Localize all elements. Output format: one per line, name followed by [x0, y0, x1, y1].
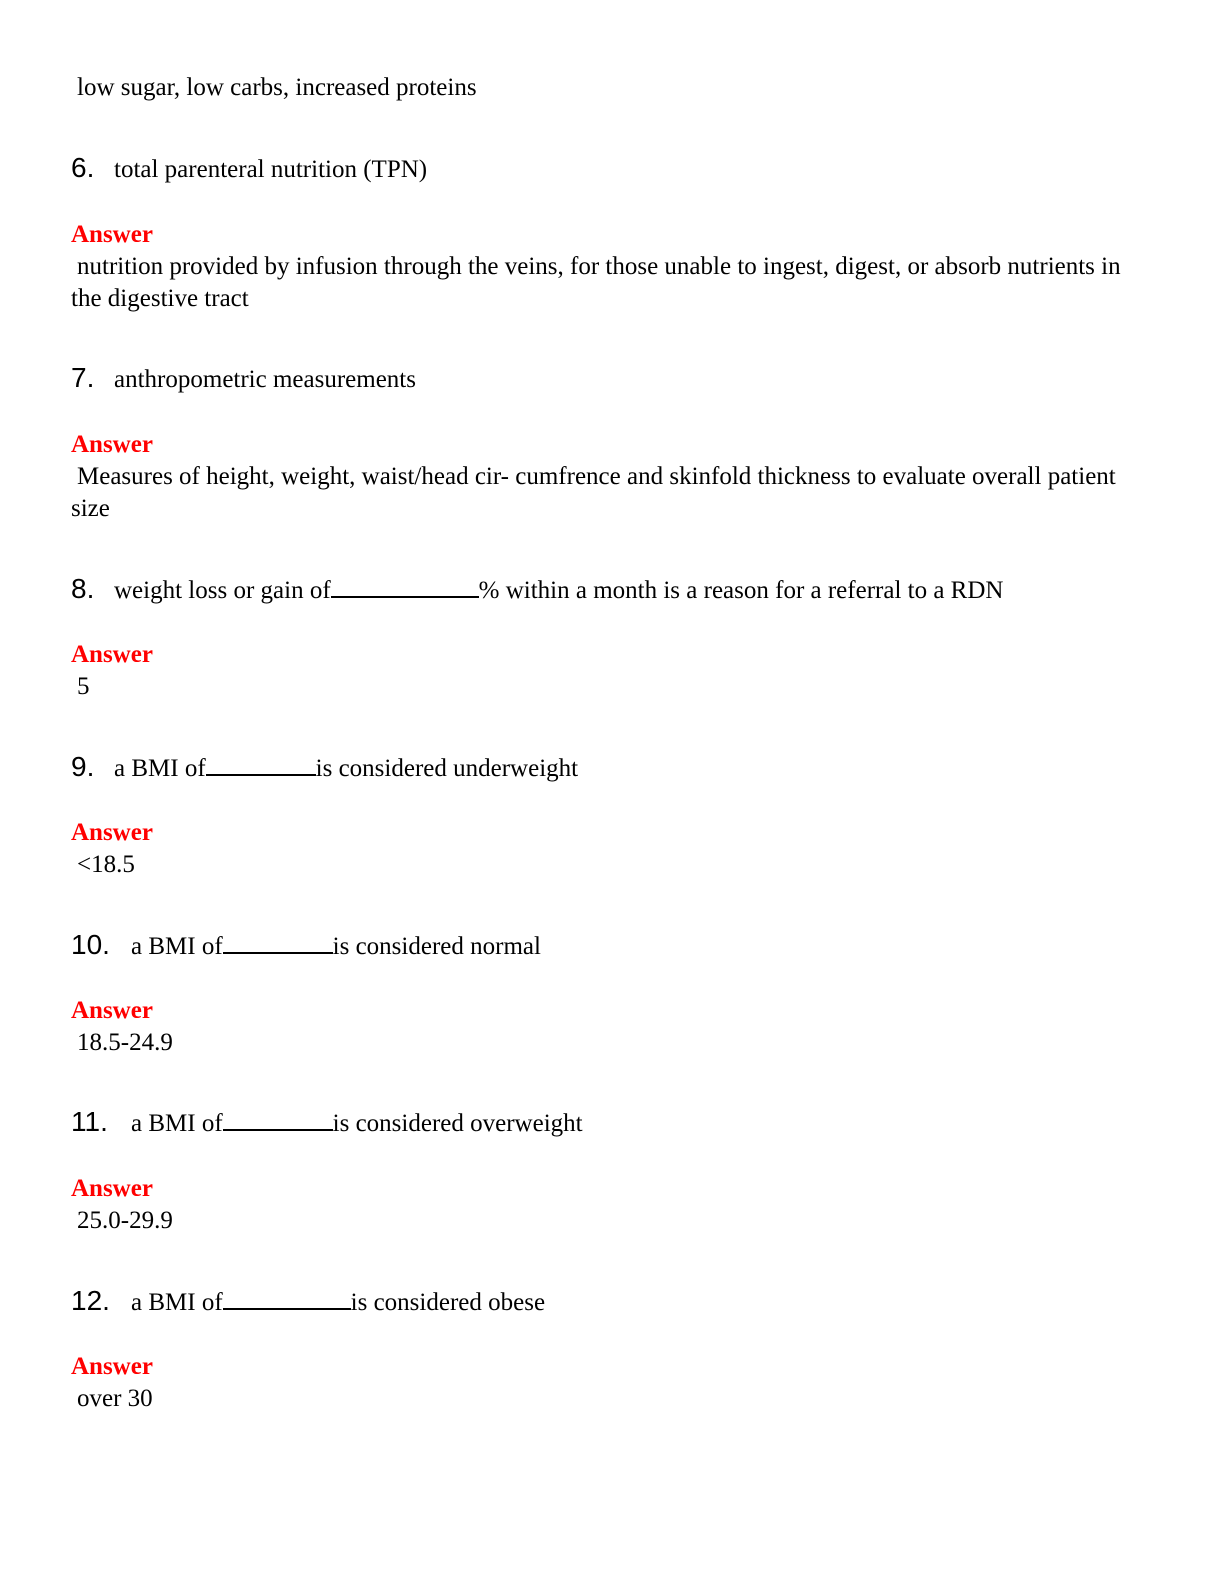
- question-line: [71, 929, 1151, 969]
- question-line: [71, 1285, 1151, 1325]
- question-prompt-after: is considered overweight: [332, 1110, 583, 1137]
- answer-11: [71, 1173, 1151, 1237]
- answer-label: Answer: [71, 641, 153, 668]
- question-number: 8.: [71, 573, 95, 604]
- answer-10: [71, 995, 1151, 1059]
- fill-in-blank: [331, 596, 479, 598]
- answer-label: Answer: [71, 819, 153, 846]
- answer-text: <18.5: [77, 851, 135, 878]
- answer-text: over 30: [77, 1385, 153, 1412]
- question-number: 9.: [71, 751, 95, 782]
- question-prompt-before: a BMI of: [131, 933, 223, 960]
- answer-label: Answer: [71, 997, 153, 1024]
- answer-text: Measures of height, weight, waist/head cir- cumfrence and skinfold thickness to evaluate overall patient size: [71, 463, 1116, 522]
- question-number: 10.: [71, 929, 110, 960]
- answer-label: Answer: [71, 431, 153, 458]
- answer-12: [71, 1351, 1151, 1415]
- question-prompt-after: is considered obese: [350, 1289, 546, 1316]
- question-10: [71, 929, 1151, 969]
- answer-8: [71, 639, 1151, 703]
- question-line: [71, 152, 1151, 192]
- question-line: [71, 362, 1151, 402]
- fill-in-blank: [223, 1308, 351, 1310]
- question-line: [71, 751, 1151, 791]
- question-prompt-before: a BMI of: [131, 1110, 223, 1137]
- fill-in-blank: [223, 1129, 333, 1131]
- question-number: 7.: [71, 362, 95, 393]
- question-7: [71, 362, 1151, 402]
- answer-text: low sugar, low carbs, increased proteins: [77, 74, 477, 101]
- question-number: 11.: [71, 1106, 108, 1137]
- answer-7: [71, 429, 1151, 525]
- question-number: 12.: [71, 1285, 110, 1316]
- answer-label: Answer: [71, 1175, 153, 1202]
- previous-answer: [71, 72, 1151, 104]
- question-line: [71, 1106, 1151, 1146]
- question-8: [71, 573, 1151, 613]
- answer-text: nutrition provided by infusion through the veins, for those unable to ingest, digest, or absorb nutrients in the digestive tract: [71, 253, 1121, 312]
- question-prompt: total parenteral nutrition (TPN): [114, 156, 428, 183]
- question-line: [71, 573, 1151, 613]
- answer-text: 18.5-24.9: [77, 1029, 173, 1056]
- answer-6: [71, 219, 1151, 315]
- question-prompt-after: is considered normal: [332, 933, 541, 960]
- question-number: 6.: [71, 152, 95, 183]
- answer-label: Answer: [71, 221, 153, 248]
- question-prompt-before: a BMI of: [114, 755, 206, 782]
- question-prompt-after: is considered underweight: [315, 755, 579, 782]
- question-11: [71, 1106, 1151, 1146]
- question-9: [71, 751, 1151, 791]
- question-6: [71, 152, 1151, 192]
- fill-in-blank: [223, 952, 333, 954]
- answer-text: 25.0-29.9: [77, 1207, 173, 1234]
- answer-9: [71, 817, 1151, 881]
- question-prompt: anthropometric measurements: [114, 366, 416, 393]
- answer-label: Answer: [71, 1353, 153, 1380]
- question-prompt-before: a BMI of: [131, 1289, 223, 1316]
- question-prompt-after: % within a month is a reason for a referral to a RDN: [478, 577, 1004, 604]
- question-12: [71, 1285, 1151, 1325]
- answer-text: 5: [77, 673, 90, 700]
- question-prompt-before: weight loss or gain of: [114, 577, 331, 604]
- fill-in-blank: [206, 774, 316, 776]
